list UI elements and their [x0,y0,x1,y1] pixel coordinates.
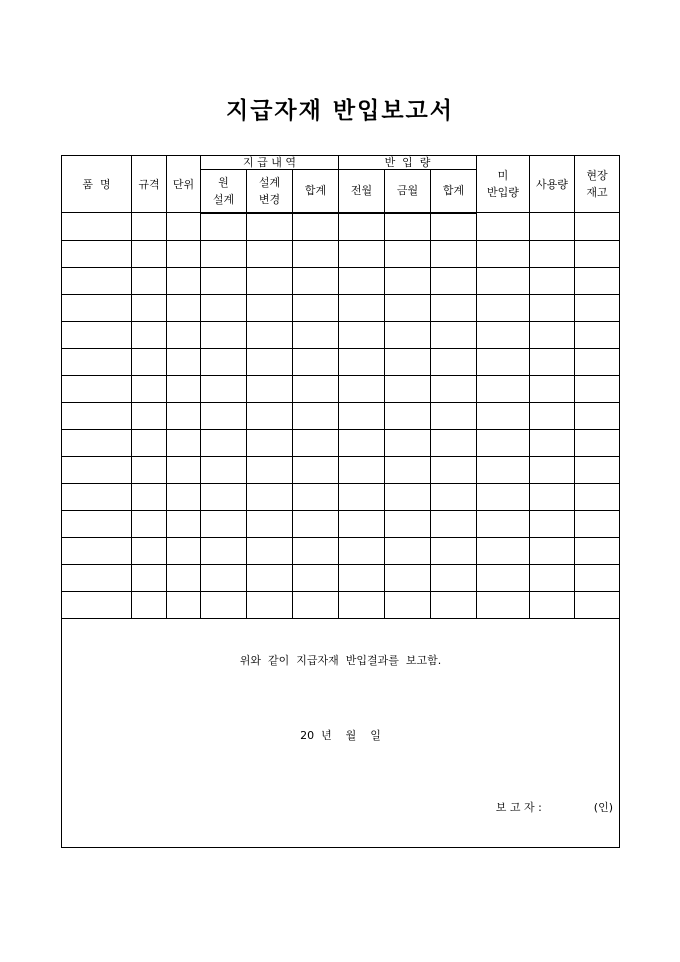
entry-cell[interactable] [431,375,477,402]
entry-cell[interactable] [293,321,339,348]
entry-cell[interactable] [293,348,339,375]
entry-cell[interactable] [293,240,339,267]
entry-cell[interactable] [201,375,247,402]
entry-cell[interactable] [201,321,247,348]
entry-cell[interactable] [247,213,293,241]
header-stock [575,156,620,213]
entry-cell[interactable] [339,591,385,618]
entry-cell[interactable] [132,483,167,510]
table-row [62,456,620,483]
entry-cell[interactable] [530,429,575,456]
entry-cell[interactable] [431,591,477,618]
entry-cell[interactable] [385,375,431,402]
entry-cell[interactable] [575,564,620,591]
entry-cell[interactable] [62,564,132,591]
entry-cell[interactable] [385,510,431,537]
entry-cell[interactable] [167,267,201,294]
entry-cell[interactable] [167,213,201,241]
document-title: 지급자재 반입보고서 [226,98,454,124]
entry-cell[interactable] [431,402,477,429]
entry-cell[interactable] [62,537,132,564]
entry-cell[interactable] [530,321,575,348]
table-row [62,240,620,267]
report-date: 20 년 월 일 [300,728,381,742]
entry-cell[interactable] [339,240,385,267]
entry-cell[interactable] [62,213,132,241]
entry-cell[interactable] [132,294,167,321]
entry-cell[interactable] [575,402,620,429]
entry-cell[interactable] [247,510,293,537]
entry-cell[interactable] [575,294,620,321]
entry-cell[interactable] [575,510,620,537]
entry-cell[interactable] [293,402,339,429]
entry-cell[interactable] [293,537,339,564]
entry-cell[interactable] [385,564,431,591]
entry-cell[interactable] [575,213,620,241]
reporter-label: 보 고 자 : [495,800,542,814]
reporter-line [496,799,613,816]
seal-mark: (인) [593,800,613,814]
entry-cell[interactable] [132,510,167,537]
entry-cell[interactable] [575,348,620,375]
material-report-table [61,155,620,848]
table-row [62,537,620,564]
entry-cell[interactable] [201,537,247,564]
header-used: 사용량 [530,156,575,213]
header-supply-change-line2: 변경 [258,192,281,206]
entry-cell[interactable] [530,375,575,402]
entry-cell[interactable] [339,213,385,241]
table-row [62,483,620,510]
entry-cell[interactable] [477,510,530,537]
entry-cell[interactable] [247,564,293,591]
entry-cell[interactable] [62,510,132,537]
header-spec: 규격 [132,156,167,213]
entry-cell[interactable] [477,321,530,348]
entry-cell[interactable] [477,240,530,267]
entry-cell[interactable] [62,321,132,348]
entry-cell[interactable] [167,240,201,267]
entry-cell[interactable] [247,240,293,267]
entry-cell[interactable] [339,375,385,402]
entry-cell[interactable] [201,429,247,456]
entry-cell[interactable] [62,267,132,294]
entry-cell[interactable] [385,591,431,618]
entry-cell[interactable] [477,375,530,402]
entry-cell[interactable] [431,294,477,321]
entry-cell[interactable] [247,429,293,456]
entry-cell[interactable] [575,483,620,510]
entry-cell[interactable] [132,429,167,456]
table-row [62,321,620,348]
entry-cell[interactable] [132,375,167,402]
entry-cell[interactable] [339,483,385,510]
table-row [62,564,620,591]
entry-cell[interactable] [132,213,167,241]
entry-cell[interactable] [167,429,201,456]
entry-cell[interactable] [477,213,530,241]
entry-cell[interactable] [431,429,477,456]
entry-cell[interactable] [293,375,339,402]
entry-cell[interactable] [431,483,477,510]
entry-cell[interactable] [293,564,339,591]
entry-cell[interactable] [477,267,530,294]
entry-cell[interactable] [575,267,620,294]
entry-cell[interactable] [62,591,132,618]
entry-cell[interactable] [167,591,201,618]
entry-cell[interactable] [385,213,431,241]
entry-cell[interactable] [477,564,530,591]
entry-cell[interactable] [201,348,247,375]
entry-cell[interactable] [201,564,247,591]
entry-cell[interactable] [431,240,477,267]
table-row [62,402,620,429]
entry-cell[interactable] [530,348,575,375]
entry-cell[interactable] [201,510,247,537]
entry-cell[interactable] [247,591,293,618]
entry-cell[interactable] [201,456,247,483]
header-import-curr: 금월 [385,170,431,213]
header-supply-total: 합계 [293,170,339,213]
header-not-imported-line2: 반입량 [487,186,519,199]
entry-cell[interactable] [247,537,293,564]
entry-cell[interactable] [247,402,293,429]
header-supply-change [247,170,293,213]
entry-cell[interactable] [530,240,575,267]
entry-cell[interactable] [431,564,477,591]
entry-cell[interactable] [132,240,167,267]
entry-cell[interactable] [477,483,530,510]
entry-cell[interactable] [385,294,431,321]
entry-cell[interactable] [201,483,247,510]
entry-cell[interactable] [132,564,167,591]
entry-cell[interactable] [477,456,530,483]
entry-cell[interactable] [385,402,431,429]
table-row [62,294,620,321]
entry-cell[interactable] [167,348,201,375]
entry-cell[interactable] [247,375,293,402]
entry-cell[interactable] [385,321,431,348]
entry-cell[interactable] [132,267,167,294]
entry-cell[interactable] [431,537,477,564]
entry-cell[interactable] [385,456,431,483]
entry-cell[interactable] [575,456,620,483]
table-row [62,591,620,618]
entry-cell[interactable] [385,537,431,564]
entry-cell[interactable] [62,294,132,321]
entry-cell[interactable] [132,456,167,483]
header-stock-line1: 현장 [586,169,608,182]
table-body [62,213,620,619]
entry-cell[interactable] [293,483,339,510]
entry-cell[interactable] [530,483,575,510]
entry-cell[interactable] [530,510,575,537]
header-import-total: 합계 [431,170,477,213]
entry-cell[interactable] [431,213,477,241]
entry-cell[interactable] [477,294,530,321]
entry-cell[interactable] [247,348,293,375]
entry-cell[interactable] [477,402,530,429]
entry-cell[interactable] [339,321,385,348]
header-supply-original-line2: 설계 [212,192,235,206]
entry-cell[interactable] [339,456,385,483]
entry-cell[interactable] [477,348,530,375]
table-row [62,213,620,241]
entry-cell[interactable] [293,213,339,241]
table-row [62,375,620,402]
entry-cell[interactable] [293,510,339,537]
table-row [62,510,620,537]
entry-cell[interactable] [167,483,201,510]
entry-cell[interactable] [132,402,167,429]
entry-cell[interactable] [339,348,385,375]
entry-cell[interactable] [477,591,530,618]
entry-cell[interactable] [62,348,132,375]
entry-cell[interactable] [530,564,575,591]
entry-cell[interactable] [201,213,247,241]
footer-cell [62,618,620,847]
entry-cell[interactable] [385,348,431,375]
header-import-prev: 전월 [339,170,385,213]
entry-cell[interactable] [575,537,620,564]
entry-cell[interactable] [247,321,293,348]
entry-cell[interactable] [201,267,247,294]
entry-cell[interactable] [339,564,385,591]
entry-cell[interactable] [293,591,339,618]
entry-cell[interactable] [431,321,477,348]
entry-cell[interactable] [201,402,247,429]
entry-cell[interactable] [575,591,620,618]
entry-cell[interactable] [339,267,385,294]
entry-cell[interactable] [167,375,201,402]
entry-cell[interactable] [339,537,385,564]
header-not-imported [477,156,530,213]
report-statement: 위와 같이 지급자재 반입결과를 보고함. [239,653,442,667]
entry-cell[interactable] [431,456,477,483]
entry-cell[interactable] [575,321,620,348]
entry-cell[interactable] [530,591,575,618]
entry-cell[interactable] [62,375,132,402]
entry-cell[interactable] [62,429,132,456]
entry-cell[interactable] [575,429,620,456]
entry-cell[interactable] [293,267,339,294]
entry-cell[interactable] [530,267,575,294]
entry-cell[interactable] [132,348,167,375]
entry-cell[interactable] [62,240,132,267]
entry-cell[interactable] [530,537,575,564]
entry-cell[interactable] [167,537,201,564]
entry-cell[interactable] [385,267,431,294]
entry-cell[interactable] [431,348,477,375]
header-supply-original [201,170,247,213]
entry-cell[interactable] [132,591,167,618]
table-row [62,267,620,294]
entry-cell[interactable] [167,510,201,537]
entry-cell[interactable] [247,267,293,294]
header-not-imported-line1: 미 [497,169,509,182]
entry-cell[interactable] [431,510,477,537]
entry-cell[interactable] [167,321,201,348]
entry-cell[interactable] [293,456,339,483]
entry-cell[interactable] [530,402,575,429]
entry-cell[interactable] [247,456,293,483]
entry-cell[interactable] [339,510,385,537]
entry-cell[interactable] [575,240,620,267]
entry-cell[interactable] [62,483,132,510]
entry-cell[interactable] [201,591,247,618]
entry-cell[interactable] [477,537,530,564]
entry-cell[interactable] [247,294,293,321]
entry-cell[interactable] [293,429,339,456]
entry-cell[interactable] [62,456,132,483]
entry-cell[interactable] [62,402,132,429]
header-stock-line2: 재고 [586,186,608,199]
table-row [62,429,620,456]
header-item-name: 품 명 [62,156,132,213]
entry-cell[interactable] [339,402,385,429]
header-supply-original-line1: 원 [218,175,229,189]
header-import-group: 반 입 량 [339,156,477,170]
entry-cell[interactable] [530,294,575,321]
entry-cell[interactable] [167,456,201,483]
entry-cell[interactable] [431,267,477,294]
entry-cell[interactable] [167,564,201,591]
entry-cell[interactable] [385,483,431,510]
entry-cell[interactable] [530,456,575,483]
header-supply-change-line1: 설계 [258,175,281,189]
entry-cell[interactable] [385,429,431,456]
entry-cell[interactable] [201,294,247,321]
entry-cell[interactable] [247,483,293,510]
header-unit: 단위 [167,156,201,213]
entry-cell[interactable] [575,375,620,402]
entry-cell[interactable] [167,402,201,429]
entry-cell[interactable] [132,537,167,564]
entry-cell[interactable] [132,321,167,348]
entry-cell[interactable] [385,240,431,267]
header-supply-group: 지 급 내 역 [201,156,339,170]
entry-cell[interactable] [477,429,530,456]
entry-cell[interactable] [293,294,339,321]
entry-cell[interactable] [167,294,201,321]
entry-cell[interactable] [339,294,385,321]
entry-cell[interactable] [201,240,247,267]
table-row [62,348,620,375]
entry-cell[interactable] [530,213,575,241]
entry-cell[interactable] [339,429,385,456]
